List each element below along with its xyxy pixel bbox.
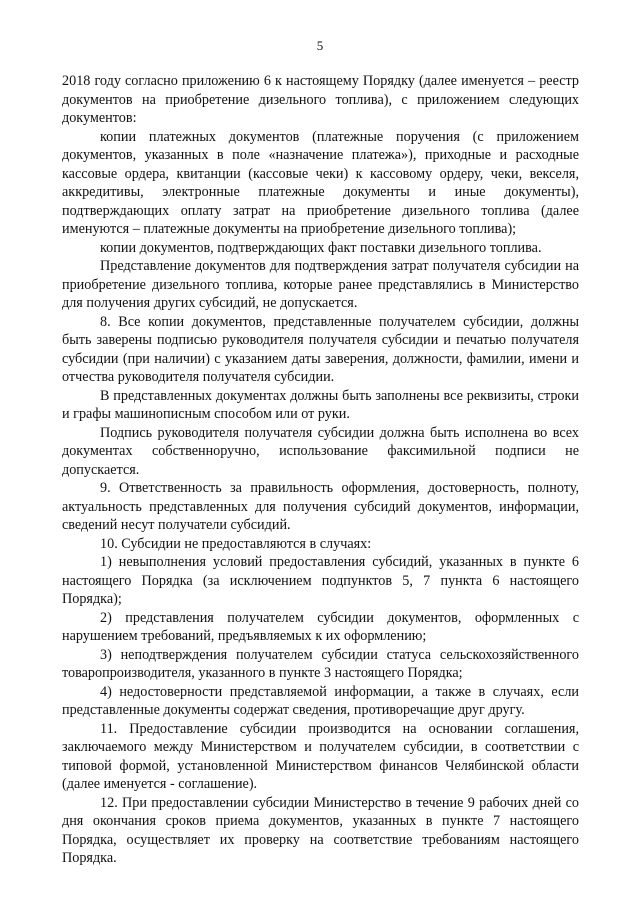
- paragraph-item-10-4: 4) недостоверности представляемой информации, а также в случаях, если представленные документы содержат сведения, противоречащие друг другу.: [62, 683, 579, 718]
- paragraph-no-resubmission: Представление документов для подтверждения затрат получателя субсидии на приобретение дизельного топлива, которые ранее представлялись в Министерство для получения других субсидий, не допускается.: [62, 258, 579, 311]
- paragraph-item-11: 11. Предоставление субсидии производится на основании соглашения, заключаемого между Министерством и получателем субсидии, в соответствии с типовой формой, установленной Министерством финансов Челябинской области (далее именуется - соглашение).: [62, 720, 579, 792]
- paragraph-item-9: 9. Ответственность за правильность оформления, достоверность, полноту, актуальность представленных для получения субсидий документов, информации, сведений несут получатели субсидий.: [62, 480, 579, 533]
- paragraph-item-10-2: 2) представления получателем субсидии документов, оформленных с нарушением требований, предъявляемых к их оформлению;: [62, 609, 579, 644]
- paragraph-payment-documents: копии платежных документов (платежные поручения (с приложением документов, указанных в поле «назначение платежа»), приходные и расходные кассовые ордера, квитанции (кассовые чеки) к кассовому ордеру, чеки, векселя, аккредитивы, электронные платежные документы и иные документы), подтверждающих оплату затрат на приобретение дизельного топлива (далее именуются – платежные документы на приобретение дизельного топлива);: [62, 128, 579, 237]
- paragraph-item-10-1: 1) невыполнения условий предоставления субсидий, указанных в пункте 6 настоящего Порядка (за исключением подпунктов 5, 7 пункта 6 настоящего Порядка);: [62, 554, 579, 607]
- document-body: [62, 72, 579, 868]
- paragraph-item-8: 8. Все копии документов, представленные получателем субсидии, должны быть заверены подписью руководителя получателя субсидии и печатью получателя субсидии (при наличии) с указанием даты заверения, должности, фамилии, имени и отчества руководителя получателя субсидии.: [62, 313, 579, 385]
- paragraph-item-12: 12. При предоставлении субсидии Министерство в течение 9 рабочих дней со дня окончания сроков приема документов, указанных в пункте 7 настоящего Порядка, осуществляет их проверку на соответствие требованиям настоящего Порядка.: [62, 794, 579, 866]
- paragraph-requisites: В представленных документах должны быть заполнены все реквизиты, строки и графы машинописным способом или от руки.: [62, 387, 579, 422]
- paragraph-item-10: 10. Субсидии не предоставляются в случаях:: [100, 535, 372, 552]
- paragraph-item-10-3: 3) неподтверждения получателем субсидии статуса сельскохозяйственного товаропроизводителя, указанного в пункте 3 настоящего Порядка;: [62, 646, 579, 681]
- paragraph-continuation: 2018 году согласно приложению 6 к настоящему Порядку (далее именуется – реестр документов на приобретение дизельного топлива), с приложением следующих документов:: [62, 73, 579, 126]
- paragraph-delivery-documents: копии документов, подтверждающих факт поставки дизельного топлива.: [100, 239, 542, 256]
- paragraph-signature: Подпись руководителя получателя субсидии должна быть исполнена во всех документах собственноручно, использование факсимильной подписи не допускается.: [62, 424, 579, 478]
- page-number: 5: [316, 38, 324, 53]
